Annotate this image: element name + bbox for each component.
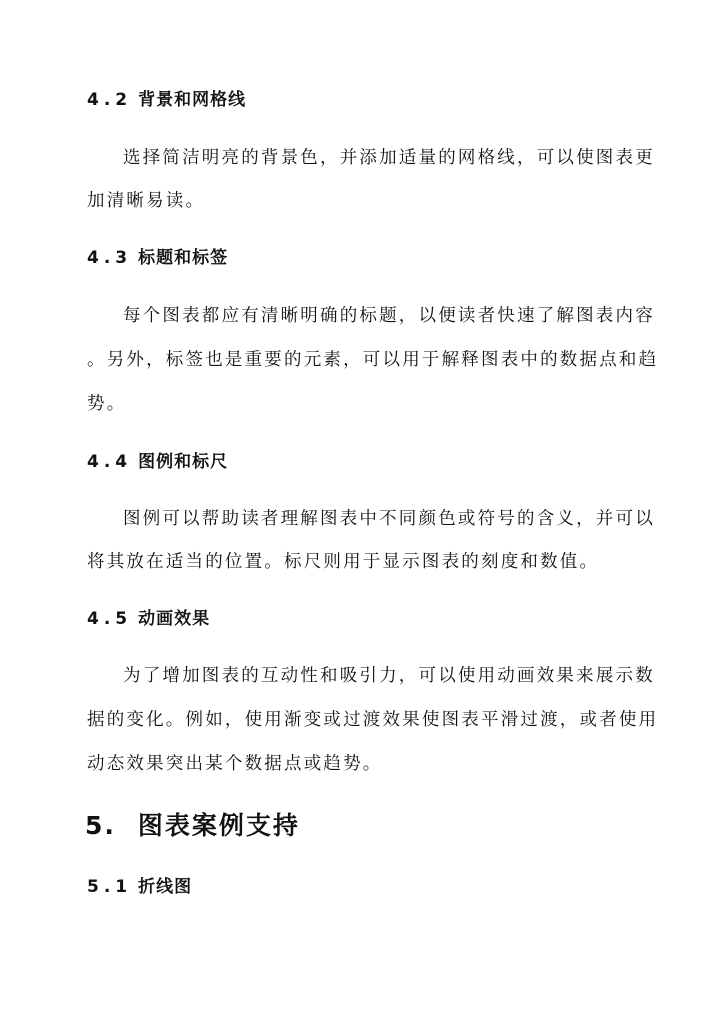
section-heading-4-3 <box>87 246 228 270</box>
section-heading-4-4 <box>87 450 228 474</box>
paragraph-line: 图例可以帮助读者理解图表中不同颜色或符号的含义，并可以 <box>123 509 655 529</box>
paragraph-line: 据的变化。例如，使用渐变或过渡效果使图表平滑过渡，或者使用 <box>87 710 659 730</box>
section-number: 5.1 <box>87 877 133 897</box>
paragraph-line: 加清晰易读。 <box>87 191 206 211</box>
paragraph-line: 将其放在适当的位置。标尺则用于显示图表的刻度和数值。 <box>87 552 600 572</box>
section-number: 4.5 <box>87 609 133 629</box>
paragraph-line: 。另外，标签也是重要的元素，可以用于解释图表中的数据点和趋 <box>87 350 659 370</box>
paragraph-line: 每个图表都应有清晰明确的标题，以便读者快速了解图表内容 <box>123 306 655 326</box>
section-title: 图例和标尺 <box>138 452 229 472</box>
paragraph-line: 为了增加图表的互动性和吸引力，可以使用动画效果来展示数 <box>123 666 655 686</box>
section-number: 4.2 <box>87 90 133 110</box>
section-number: 4.3 <box>87 248 133 268</box>
section-number: 4.4 <box>87 452 133 472</box>
paragraph-line: 动态效果突出某个数据点或趋势。 <box>87 754 383 774</box>
section-heading-5-1 <box>87 875 192 899</box>
section-heading-4-2 <box>87 88 246 112</box>
section-title: 动画效果 <box>138 609 211 629</box>
paragraph-line: 选择简洁明亮的背景色，并添加适量的网格线，可以使图表更 <box>123 148 655 168</box>
paragraph-line: 势。 <box>87 394 127 414</box>
section-title: 背景和网格线 <box>138 90 247 110</box>
section-title: 标题和标签 <box>138 248 229 268</box>
section-heading-4-5 <box>87 607 210 631</box>
chapter-heading-5 <box>85 810 300 842</box>
chapter-number: 5. <box>85 811 116 840</box>
chapter-title: 图表案例支持 <box>137 811 300 840</box>
section-title: 折线图 <box>138 877 193 897</box>
